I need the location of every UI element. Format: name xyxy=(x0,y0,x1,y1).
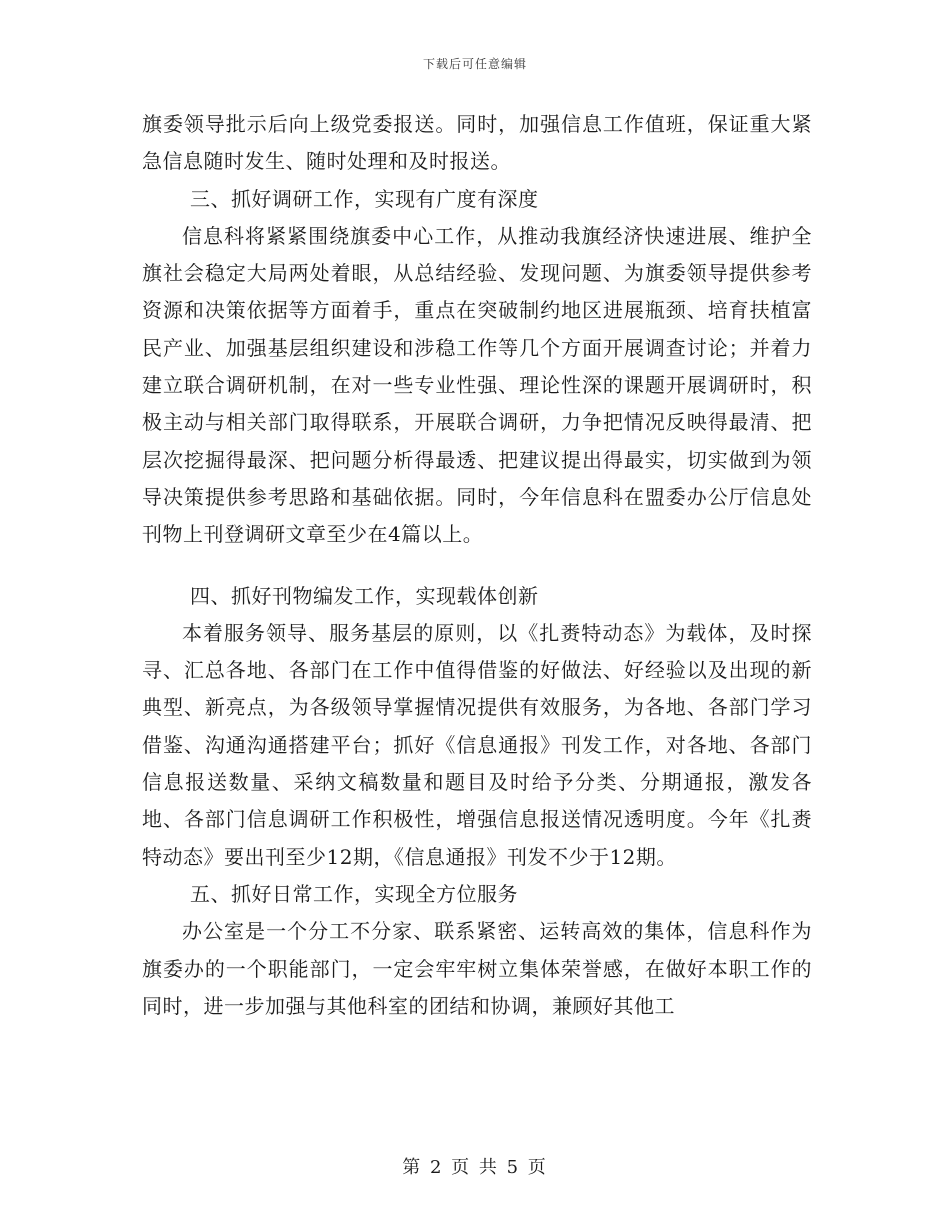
paragraph-daily-work: 办公室是一个分工不分家、联系紧密、运转高效的集体，信息科作为旗委办的一个职能部门，一定会牢牢树立集体荣誉感，在做好本职工作的同时，进一步加强与其他科室的团结和协调，兼顾好其他工 xyxy=(142,919,812,1018)
page-number: 第 2 页 共 5 页 xyxy=(402,1157,548,1178)
paragraph-research: 信息科将紧紧围绕旗委中心工作，从推动我旗经济快速进展、维护全旗社会稳定大局两处着眼，从总结经验、发现问题、为旗委领导提供参考资源和决策依据等方面着手，重点在突破制约地区进展瓶颈、培育扶植富民产业、加强基层组织建设和涉稳工作等几个方面开展调查讨论；并着力建立联合调研机制，在对一些专业性强、理论性深的课题开展调研时，积极主动与相关部门取得联系，开展联合调研，力争把情况反映得最清、把层次挖掘得最深、把问题分析得最透、把建议提出得最实，切实做到为领导决策提供参考思路和基础依据。同时，今年信息科在盟委办公厅信息处刊物上刊登调研文章至少在4篇以上。 xyxy=(142,223,812,547)
paragraph-publications: 本着服务领导、服务基层的原则，以《扎赉特动态》为载体，及时探寻、汇总各地、各部门在工作中值得借鉴的好做法、好经验以及出现的新典型、新亮点，为各级领导掌握情况提供有效服务，为各地、各部门学习借鉴、沟通沟通搭建平台；抓好《信息通报》刊发工作，对各地、各部门信息报送数量、采纳文稿数量和题目及时给予分类、分期通报，激发各地、各部门信息调研工作积极性，增强信息报送情况透明度。今年《扎赉特动态》要出刊至少12期，《信息通报》刊发不少于12期。 xyxy=(142,620,812,869)
section-heading-3: 三、抓好调研工作，实现有广度有深度 xyxy=(190,186,539,211)
document-body xyxy=(142,106,812,1025)
section-heading-4: 四、抓好刊物编发工作，实现载体创新 xyxy=(190,583,539,608)
section-heading-5: 五、抓好日常工作，实现全方位服务 xyxy=(190,881,518,906)
paragraph-continued: 旗委领导批示后向上级党委报送。同时，加强信息工作值班，保证重大紧急信息随时发生、随时处理和及时报送。 xyxy=(142,112,812,174)
header-note: 下载后可任意编辑 xyxy=(422,57,527,71)
